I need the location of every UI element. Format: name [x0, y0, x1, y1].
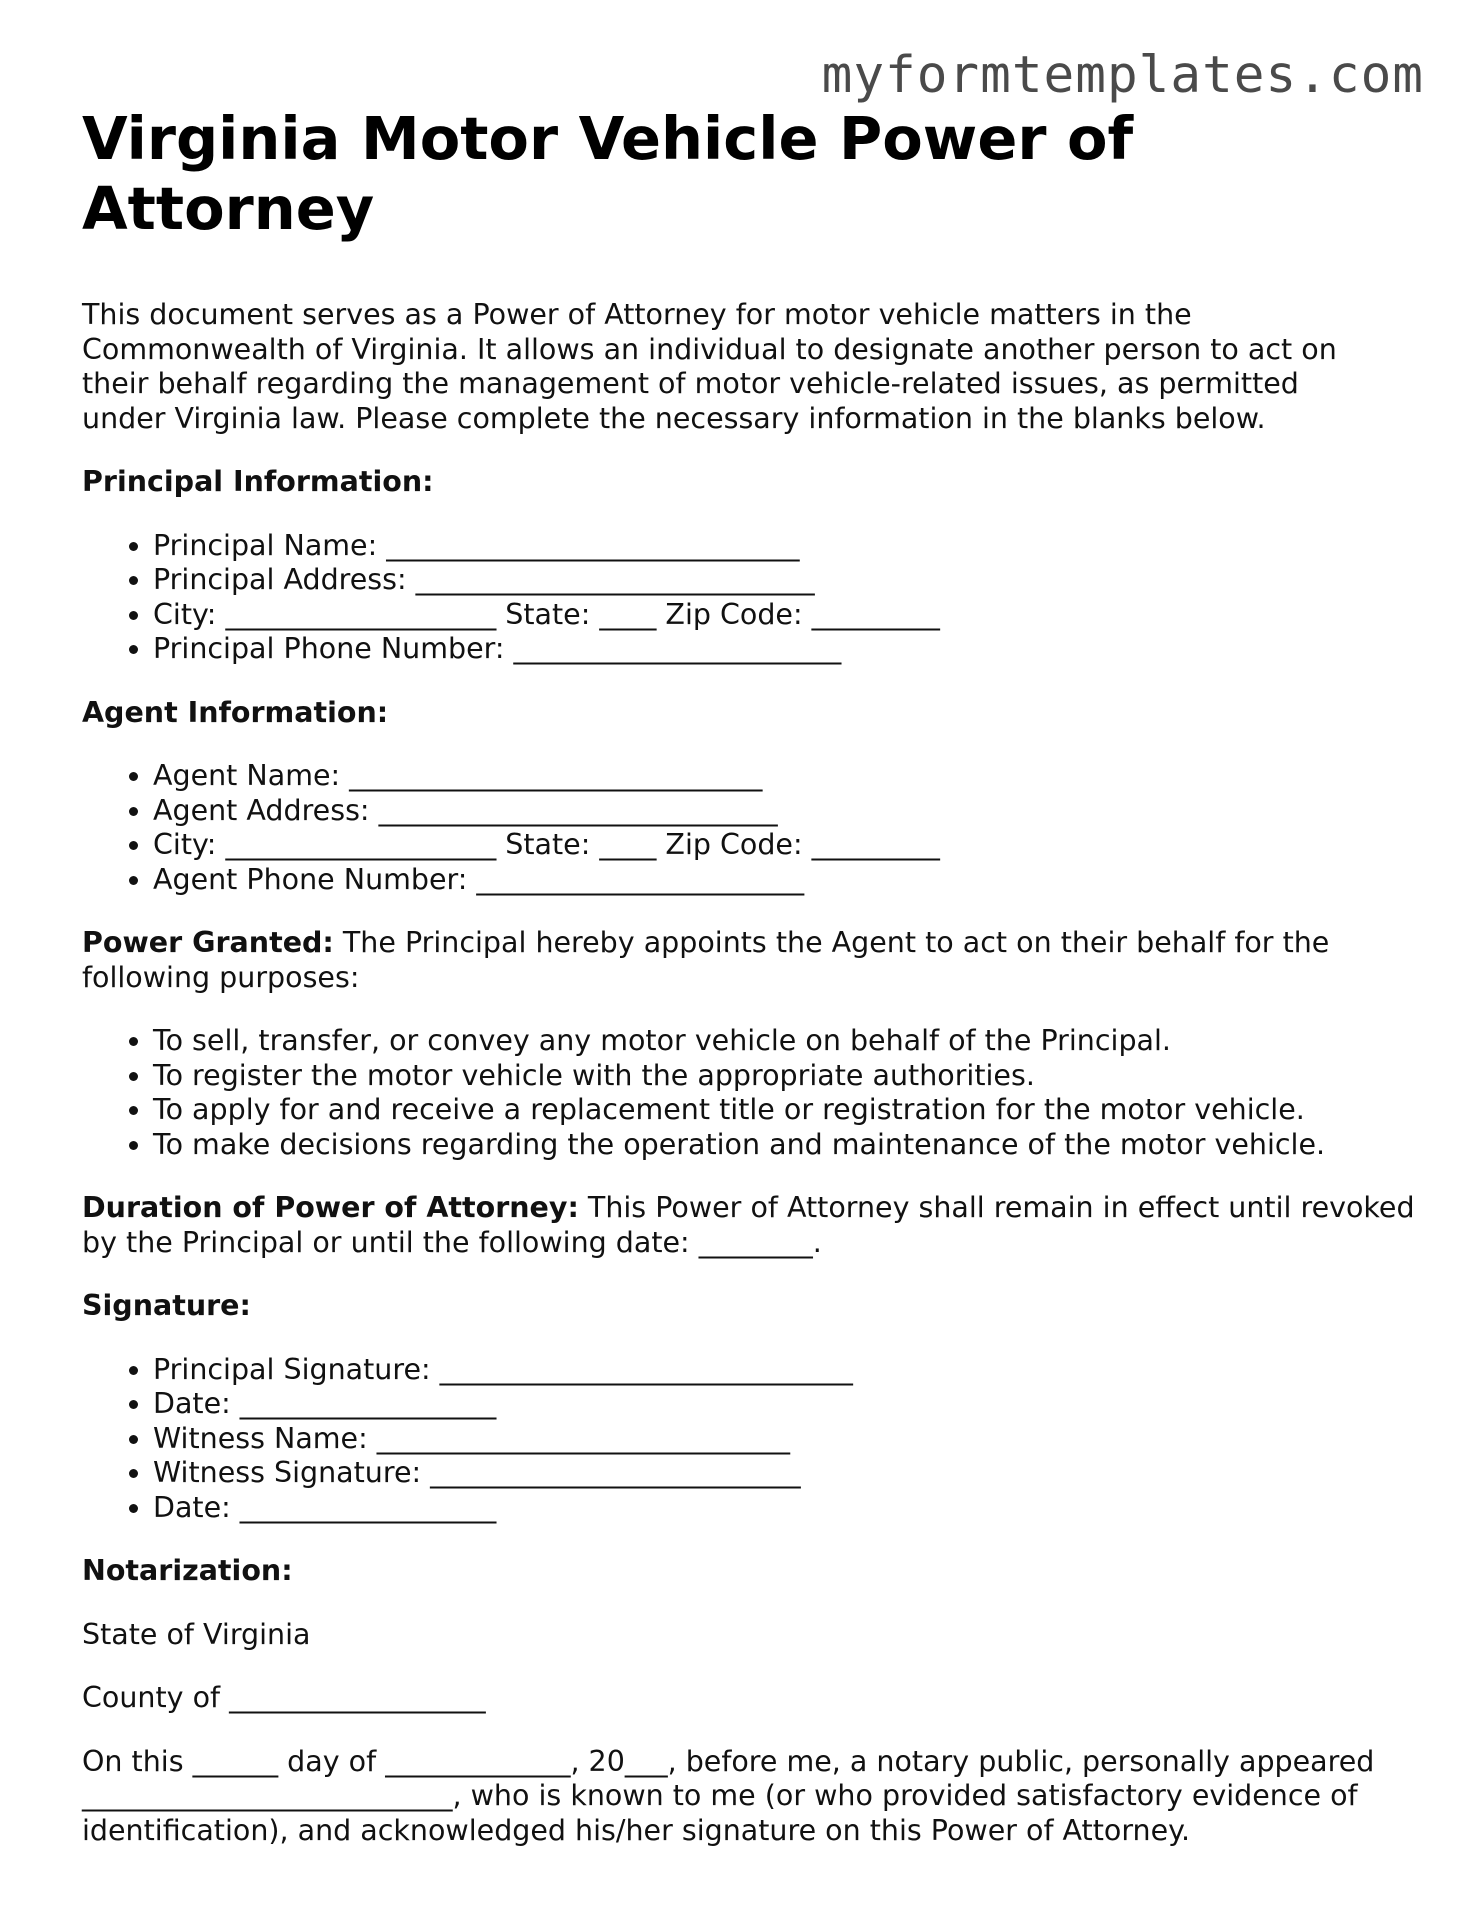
agent-phone-field[interactable]: • Agent Phone Number: _______________________ — [153, 863, 1422, 898]
signature-list — [82, 1353, 1422, 1526]
agent-name-field[interactable]: • Agent Name: _____________________________ — [153, 759, 1422, 794]
page-title: Virginia Motor Vehicle Power of Attorney — [82, 104, 1134, 243]
principal-signature-field[interactable]: • Principal Signature: _____________________________ — [153, 1353, 1422, 1388]
power-item-register: • To register the motor vehicle with the appropriate authorities. — [153, 1059, 1422, 1094]
principal-name-field[interactable]: • Principal Name: _____________________________ — [153, 529, 1422, 564]
notary-state: State of Virginia — [82, 1617, 311, 1651]
principal-phone-field[interactable]: • Principal Phone Number: _______________________ — [153, 632, 1422, 667]
power-granted-text: The Principal hereby appoints the Agent to act on their behalf for the following purposes: — [82, 926, 1330, 994]
power-list — [82, 1024, 1422, 1162]
principal-date-field[interactable]: • Date: __________________ — [153, 1387, 1422, 1422]
power-granted-heading: Power Granted: — [82, 926, 334, 959]
principal-heading: Principal Information: — [82, 465, 434, 498]
principal-address-field[interactable]: • Principal Address: ____________________________ — [153, 563, 1422, 598]
signature-heading: Signature: — [82, 1289, 251, 1322]
notary-county-field[interactable]: County of __________________ — [82, 1681, 486, 1714]
agent-heading: Agent Information: — [82, 695, 389, 729]
intro-paragraph: This document serves as a Power of Attorney for motor vehicle matters in the Commonwealth of Virginia. It allows an individual to designate another person to act on their behalf regarding the management of motor vehicle-related issues, as permitted under Virginia law. Please complete the necessary information in the blanks below. — [82, 298, 1337, 435]
duration-heading: Duration of Power of Attorney: — [82, 1191, 579, 1224]
agent-address-field[interactable]: • Agent Address: ____________________________ — [153, 794, 1422, 829]
power-item-replacement-title: • To apply for and receive a replacement title or registration for the motor vehicle. — [153, 1093, 1422, 1128]
duration-paragraph — [82, 1191, 1422, 1260]
witness-name-field[interactable]: • Witness Name: _____________________________ — [153, 1422, 1422, 1457]
witness-signature-field[interactable]: • Witness Signature: __________________________ — [153, 1456, 1422, 1491]
site-watermark: myformtemplates.com — [821, 46, 1424, 105]
witness-date-field[interactable]: • Date: __________________ — [153, 1491, 1422, 1526]
power-item-decisions: • To make decisions regarding the operation and maintenance of the motor vehicle. — [153, 1128, 1422, 1163]
agent-city-state-zip-field[interactable]: • City: ___________________ State: ____ Zip Code: _________ — [153, 828, 1422, 863]
principal-city-state-zip-field[interactable]: • City: ___________________ State: ____ Zip Code: _________ — [153, 598, 1422, 633]
document-body — [82, 104, 1422, 1848]
power-granted-paragraph — [82, 926, 1422, 995]
principal-list — [82, 529, 1422, 667]
notary-statement[interactable]: On this ______ day of _____________, 20___, before me, a notary public, personally appeared __________________________, who is known to me (or who provided satisfactory evidence of identification), and acknowledged his/her signature on this Power of Attorney. — [82, 1744, 1375, 1847]
agent-list — [82, 759, 1422, 897]
duration-text: This Power of Attorney shall remain in effect until revoked by the Principal or until the following date: ________. — [82, 1191, 1415, 1259]
notarization-heading: Notarization: — [82, 1554, 293, 1587]
power-item-sell: • To sell, transfer, or convey any motor vehicle on behalf of the Principal. — [153, 1024, 1422, 1059]
